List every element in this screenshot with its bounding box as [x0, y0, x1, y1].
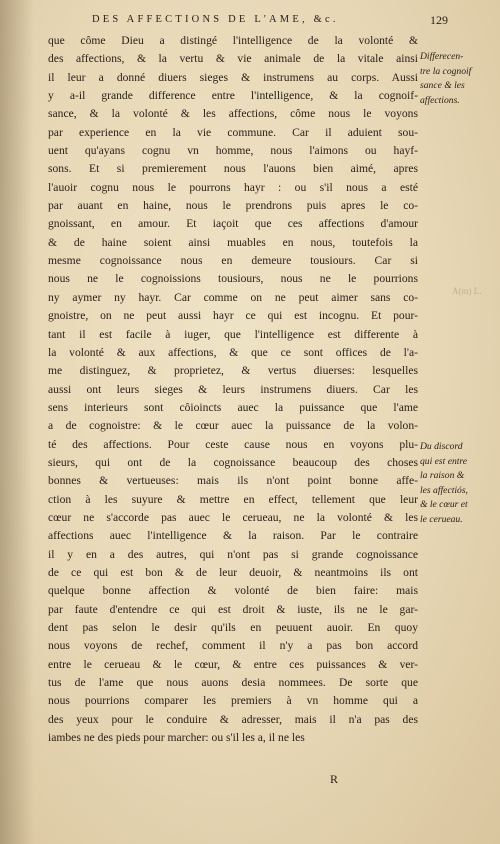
- text-line: y a-il grande difference entre l'intelligence, & la cognoif-: [48, 89, 418, 103]
- margin-note-line: les affectiós,: [420, 484, 468, 496]
- text-line: tus de l'ame que nous auons desia nommees. De sorte que: [48, 676, 418, 690]
- text-line: ny aymer ny hayr. Car comme on ne peut aimer sans co-: [48, 290, 418, 304]
- text-line: gnoissant, en amour. Et iaçoit que ces affections d'amour: [48, 217, 418, 231]
- text-line: & de haine soient ainsi muables en nous, toutefois la: [48, 235, 418, 249]
- text-line: mesme cognoissance nous en demeure tousiours. Car si: [48, 254, 418, 268]
- text-line: sance, & la volonté & les affections, côme nous le voyons: [48, 107, 418, 121]
- margin-note-line: Du discord: [420, 441, 463, 452]
- text-line: l'auoir cognu nous le pourrons hayr : ou s'il nous a esté: [48, 180, 418, 194]
- text-line: nous voyons de rechef, comment il n'y a pas bon accord: [48, 639, 418, 653]
- text-line: quelque bonne affection & volonté de bien faire: mais: [48, 584, 418, 598]
- text-line: ction à les suyure & mettre en effect, tellement que leur: [48, 492, 418, 506]
- text-line: des affections, & la vertu & vie animale de la vitale ainsi: [48, 52, 418, 66]
- text-line: sons. Et si premierement nous l'auons bien aimé, apres: [48, 162, 418, 176]
- page-number: 129: [430, 13, 448, 27]
- text-line: de ce qui est bon & de leur deuoir, & neantmoins ils ont: [48, 565, 418, 579]
- signature-mark: R: [330, 772, 339, 786]
- text-line: il leur a donné diuers sieges & instrumens au corps. Aussi: [48, 70, 418, 84]
- text-line: par faute d'entendre ce qui est droit & iuste, ils ne le gar-: [48, 602, 418, 616]
- text-line: affections auec l'intelligence & la raison. Par le contraire: [48, 529, 418, 543]
- text-line: tant il est facile à iuger, que l'intelligence est differente à: [48, 327, 418, 341]
- text-line: gnoistre, on ne peut aussi hayr ce qui est incognu. Et pour-: [48, 309, 418, 323]
- margin-note-line: affections.: [420, 94, 460, 106]
- text-line: nous pourrions comparer les premiers à vn homme qui a: [48, 694, 418, 708]
- text-line: me distinguez, & proprietez, & vertus diuerses: lesquelles: [48, 364, 418, 378]
- text-line: aussi ont leurs sieges & leurs instrumens diuers. Car les: [48, 382, 418, 396]
- text-line: par experience en la vie commune. Car il aduient sou-: [48, 125, 418, 139]
- text-line: par auant en haine, nous le prendrons puis apres le co-: [48, 199, 418, 213]
- text-line: des yeux pour le conduire & adresser, mais il n'a pas des: [48, 712, 418, 726]
- margin-note-discord: [420, 440, 500, 527]
- main-text-block: [48, 32, 418, 747]
- text-line: sens interieurs sont côioincts auec la puissance que l'ame: [48, 400, 418, 414]
- text-line: cœur ne s'accorde pas auec le cerueau, ne la volonté & les: [48, 510, 418, 524]
- margin-note-line: la raison &: [420, 470, 465, 481]
- text-line: uent qu'ayans cognu vn homme, nous l'aimons ou hayf-: [48, 144, 418, 158]
- text-line: il y en a des autres, qui n'ont pas si grande cognoissance: [48, 547, 418, 561]
- text-line: sieurs, qui ont de la cognoissance beaucoup des choses: [48, 455, 418, 469]
- text-line: dent pas selon le desir qu'ils en peuuent auoir. En quoy: [48, 621, 418, 634]
- text-line: la volonté & aux affections, & que ce sont offices de l'a-: [48, 345, 418, 359]
- text-line: entre le cerueau & le cœur, & entre ces puissances & ver-: [48, 657, 418, 671]
- text-line: nous ne le cognoissions tousiours, nous ne le pourrions: [48, 272, 418, 286]
- margin-note-line: sance & les: [420, 80, 465, 91]
- text-line: té des affections. Pour ceste cause nous en voyons plu-: [48, 437, 418, 451]
- show-through-mark: A(m) L.: [452, 286, 482, 296]
- margin-note-line: le cerueau.: [420, 513, 463, 525]
- text-line: iambes ne des pieds pour marcher: ou s'il les a, il ne les: [48, 731, 305, 745]
- margin-note-line: & le cœur et: [420, 499, 468, 510]
- text-line: que côme Dieu a distingé l'intelligence de la volonté &: [48, 34, 418, 47]
- text-line: a de cognoistre: & le cœur auec la puissance de la volon-: [48, 419, 418, 433]
- margin-note-line: qui est entre: [420, 455, 468, 467]
- margin-note-affections: [420, 50, 500, 108]
- text-line: bonnes & vertueuses: mais ils n'ont point bonne affe-: [48, 474, 418, 488]
- running-head: DES AFFECTIONS DE L'AME, &c.: [92, 14, 339, 25]
- margin-note-line: Differecen-: [420, 51, 464, 62]
- margin-note-line: tre la cognoif: [420, 65, 472, 77]
- binding-shadow: [0, 0, 34, 844]
